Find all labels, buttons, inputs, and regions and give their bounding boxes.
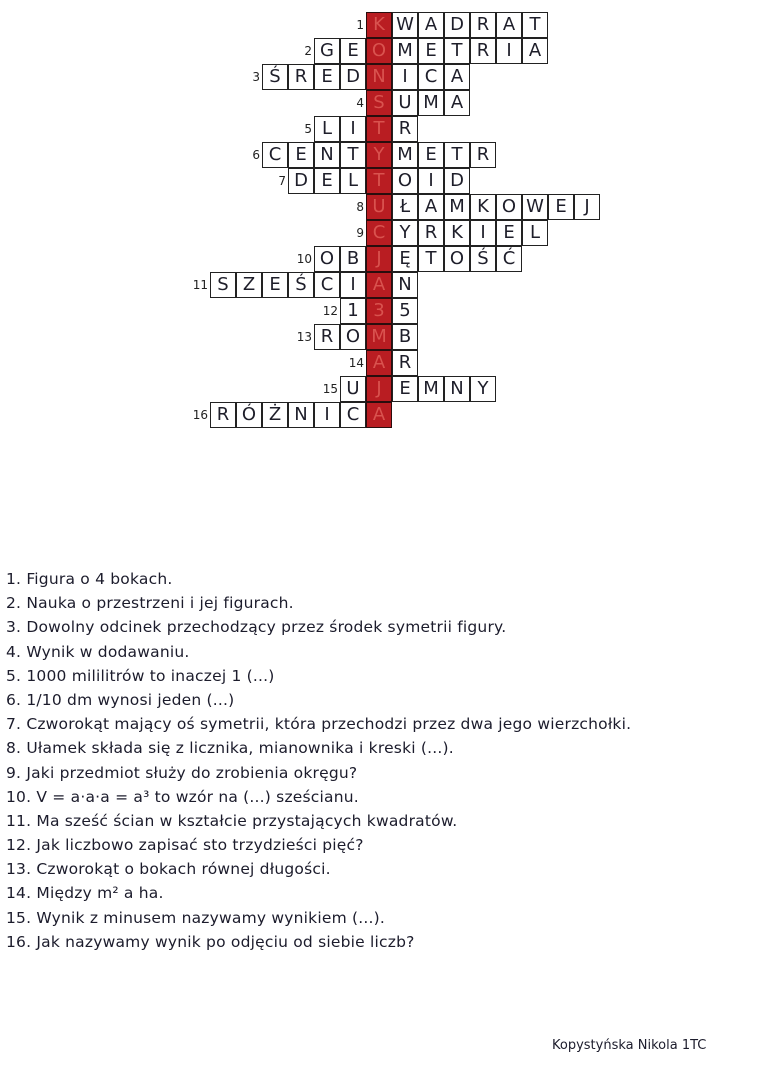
crossword-cell: D (288, 168, 314, 194)
key-cell: A (366, 402, 392, 428)
crossword-cell: E (418, 142, 444, 168)
crossword-cell: R (418, 220, 444, 246)
clue-8: 8. Ułamek składa się z licznika, mianownika i kreski (...). (6, 739, 454, 758)
crossword-cell: Ś (262, 64, 288, 90)
crossword-cell: R (210, 402, 236, 428)
clue-13: 13. Czworokąt o bokach równej długości. (6, 860, 331, 879)
crossword-cell: E (392, 376, 418, 402)
crossword-cell: T (340, 142, 366, 168)
crossword-cell: E (340, 38, 366, 64)
key-cell: T (366, 116, 392, 142)
clue-number-4: 4 (356, 96, 364, 110)
author-signature: Kopystyńska Nikola 1TC (552, 1038, 707, 1053)
crossword-cell: J (574, 194, 600, 220)
crossword-cell: I (340, 272, 366, 298)
clue-number-5: 5 (304, 122, 312, 136)
crossword-cell: G (314, 38, 340, 64)
crossword-cell: I (496, 38, 522, 64)
crossword-cell: Ż (262, 402, 288, 428)
crossword-cell: A (496, 12, 522, 38)
crossword-cell: L (314, 116, 340, 142)
crossword-grid (0, 0, 764, 450)
crossword-cell: A (444, 90, 470, 116)
crossword-cell: E (418, 38, 444, 64)
crossword-cell: S (210, 272, 236, 298)
crossword-cell: A (418, 194, 444, 220)
clue-number-15: 15 (322, 382, 338, 396)
clue-number-7: 7 (278, 174, 286, 188)
key-cell: M (366, 324, 392, 350)
crossword-cell: Z (236, 272, 262, 298)
clue-number-13: 13 (296, 330, 312, 344)
crossword-cell: C (314, 272, 340, 298)
crossword-cell: R (470, 38, 496, 64)
key-cell: J (366, 376, 392, 402)
crossword-cell: Ó (236, 402, 262, 428)
crossword-cell: A (444, 64, 470, 90)
crossword-cell: M (444, 194, 470, 220)
clue-number-16: 16 (192, 408, 208, 422)
crossword-cell: T (418, 246, 444, 272)
clue-1: 1. Figura o 4 bokach. (6, 570, 173, 588)
clue-4: 4. Wynik w dodawaniu. (6, 642, 190, 661)
clue-6: 6. 1/10 dm wynosi jeden (...) (6, 690, 235, 709)
crossword-cell: I (340, 116, 366, 142)
crossword-cell: O (314, 246, 340, 272)
crossword-cell: M (418, 90, 444, 116)
clue-12: 12. Jak liczbowo zapisać sto trzydzieści pięć? (6, 836, 364, 855)
crossword-cell: Y (392, 220, 418, 246)
crossword-cell: B (392, 324, 418, 350)
crossword-cell: D (444, 12, 470, 38)
crossword-cell: R (392, 350, 418, 376)
key-cell: 3 (366, 298, 392, 324)
crossword-cell: U (392, 90, 418, 116)
crossword-cell: E (496, 220, 522, 246)
crossword-cell: E (314, 168, 340, 194)
clue-number-9: 9 (356, 226, 364, 240)
crossword-cell: E (548, 194, 574, 220)
crossword-cell: C (418, 64, 444, 90)
crossword-cell: A (418, 12, 444, 38)
key-cell: N (366, 64, 392, 90)
crossword-cell: R (288, 64, 314, 90)
crossword-cell: E (288, 142, 314, 168)
crossword-cell: T (522, 12, 548, 38)
clue-7: 7. Czworokąt mający oś symetrii, która przechodzi przez dwa jego wierzchołki. (6, 715, 632, 734)
clue-16: 16. Jak nazywamy wynik po odjęciu od siebie liczb? (6, 932, 415, 951)
crossword-cell: B (340, 246, 366, 272)
crossword-cell: 1 (340, 298, 366, 324)
crossword-cell: L (522, 220, 548, 246)
crossword-cell: N (314, 142, 340, 168)
crossword-cell: 5 (392, 298, 418, 324)
crossword-cell: Ś (470, 246, 496, 272)
crossword-cell: I (392, 64, 418, 90)
key-cell: J (366, 246, 392, 272)
crossword-cell: Ś (288, 272, 314, 298)
crossword-cell: O (340, 324, 366, 350)
key-cell: O (366, 38, 392, 64)
crossword-cell: O (444, 246, 470, 272)
clue-11: 11. Ma sześć ścian w kształcie przystających kwadratów. (6, 811, 458, 830)
clue-14: 14. Między m² a ha. (6, 884, 164, 903)
clue-number-6: 6 (252, 148, 260, 162)
crossword-cell: L (340, 168, 366, 194)
crossword-cell: I (418, 168, 444, 194)
crossword-cell: M (418, 376, 444, 402)
crossword-cell: R (392, 116, 418, 142)
crossword-cell: K (444, 220, 470, 246)
key-cell: C (366, 220, 392, 246)
key-cell: A (366, 350, 392, 376)
crossword-cell: D (340, 64, 366, 90)
crossword-cell: I (470, 220, 496, 246)
clue-number-12: 12 (322, 304, 338, 318)
clue-5: 5. 1000 mililitrów to inaczej 1 (...) (6, 666, 275, 685)
clue-10: 10. V = a·a·a = a³ to wzór na (...) sześcianu. (6, 787, 359, 806)
crossword-cell: O (392, 168, 418, 194)
key-cell: U (366, 194, 392, 220)
key-cell: K (366, 12, 392, 38)
key-cell: T (366, 168, 392, 194)
crossword-cell: M (392, 142, 418, 168)
crossword-cell: N (392, 272, 418, 298)
key-cell: A (366, 272, 392, 298)
clue-number-1: 1 (356, 18, 364, 32)
crossword-cell: M (392, 38, 418, 64)
clue-number-11: 11 (192, 278, 208, 292)
crossword-cell: Ę (392, 246, 418, 272)
crossword-cell: C (340, 402, 366, 428)
clue-number-8: 8 (356, 200, 364, 214)
clue-15: 15. Wynik z minusem nazywamy wynikiem (...). (6, 908, 386, 927)
crossword-cell: D (444, 168, 470, 194)
clue-number-3: 3 (252, 70, 260, 84)
crossword-cell: K (470, 194, 496, 220)
key-cell: S (366, 90, 392, 116)
crossword-cell: E (262, 272, 288, 298)
clue-list (6, 567, 758, 954)
crossword-cell: Y (470, 376, 496, 402)
crossword-cell: U (340, 376, 366, 402)
crossword-cell: A (522, 38, 548, 64)
crossword-cell: O (496, 194, 522, 220)
clue-2: 2. Nauka o przestrzeni i jej figurach. (6, 594, 294, 613)
crossword-cell: W (392, 12, 418, 38)
crossword-cell: R (314, 324, 340, 350)
crossword-cell: C (262, 142, 288, 168)
crossword-cell: Ć (496, 246, 522, 272)
crossword-cell: I (314, 402, 340, 428)
crossword-cell: E (314, 64, 340, 90)
clue-number-2: 2 (304, 44, 312, 58)
crossword-cell: N (444, 376, 470, 402)
crossword-cell: Ł (392, 194, 418, 220)
clue-number-10: 10 (296, 252, 312, 266)
crossword-cell: N (288, 402, 314, 428)
key-cell: Y (366, 142, 392, 168)
crossword-cell: T (444, 38, 470, 64)
clue-9: 9. Jaki przedmiot służy do zrobienia okręgu? (6, 763, 358, 782)
clue-3: 3. Dowolny odcinek przechodzący przez środek symetrii figury. (6, 618, 507, 637)
clue-number-14: 14 (348, 356, 364, 370)
crossword-cell: W (522, 194, 548, 220)
crossword-cell: T (444, 142, 470, 168)
crossword-cell: R (470, 142, 496, 168)
crossword-cell: R (470, 12, 496, 38)
